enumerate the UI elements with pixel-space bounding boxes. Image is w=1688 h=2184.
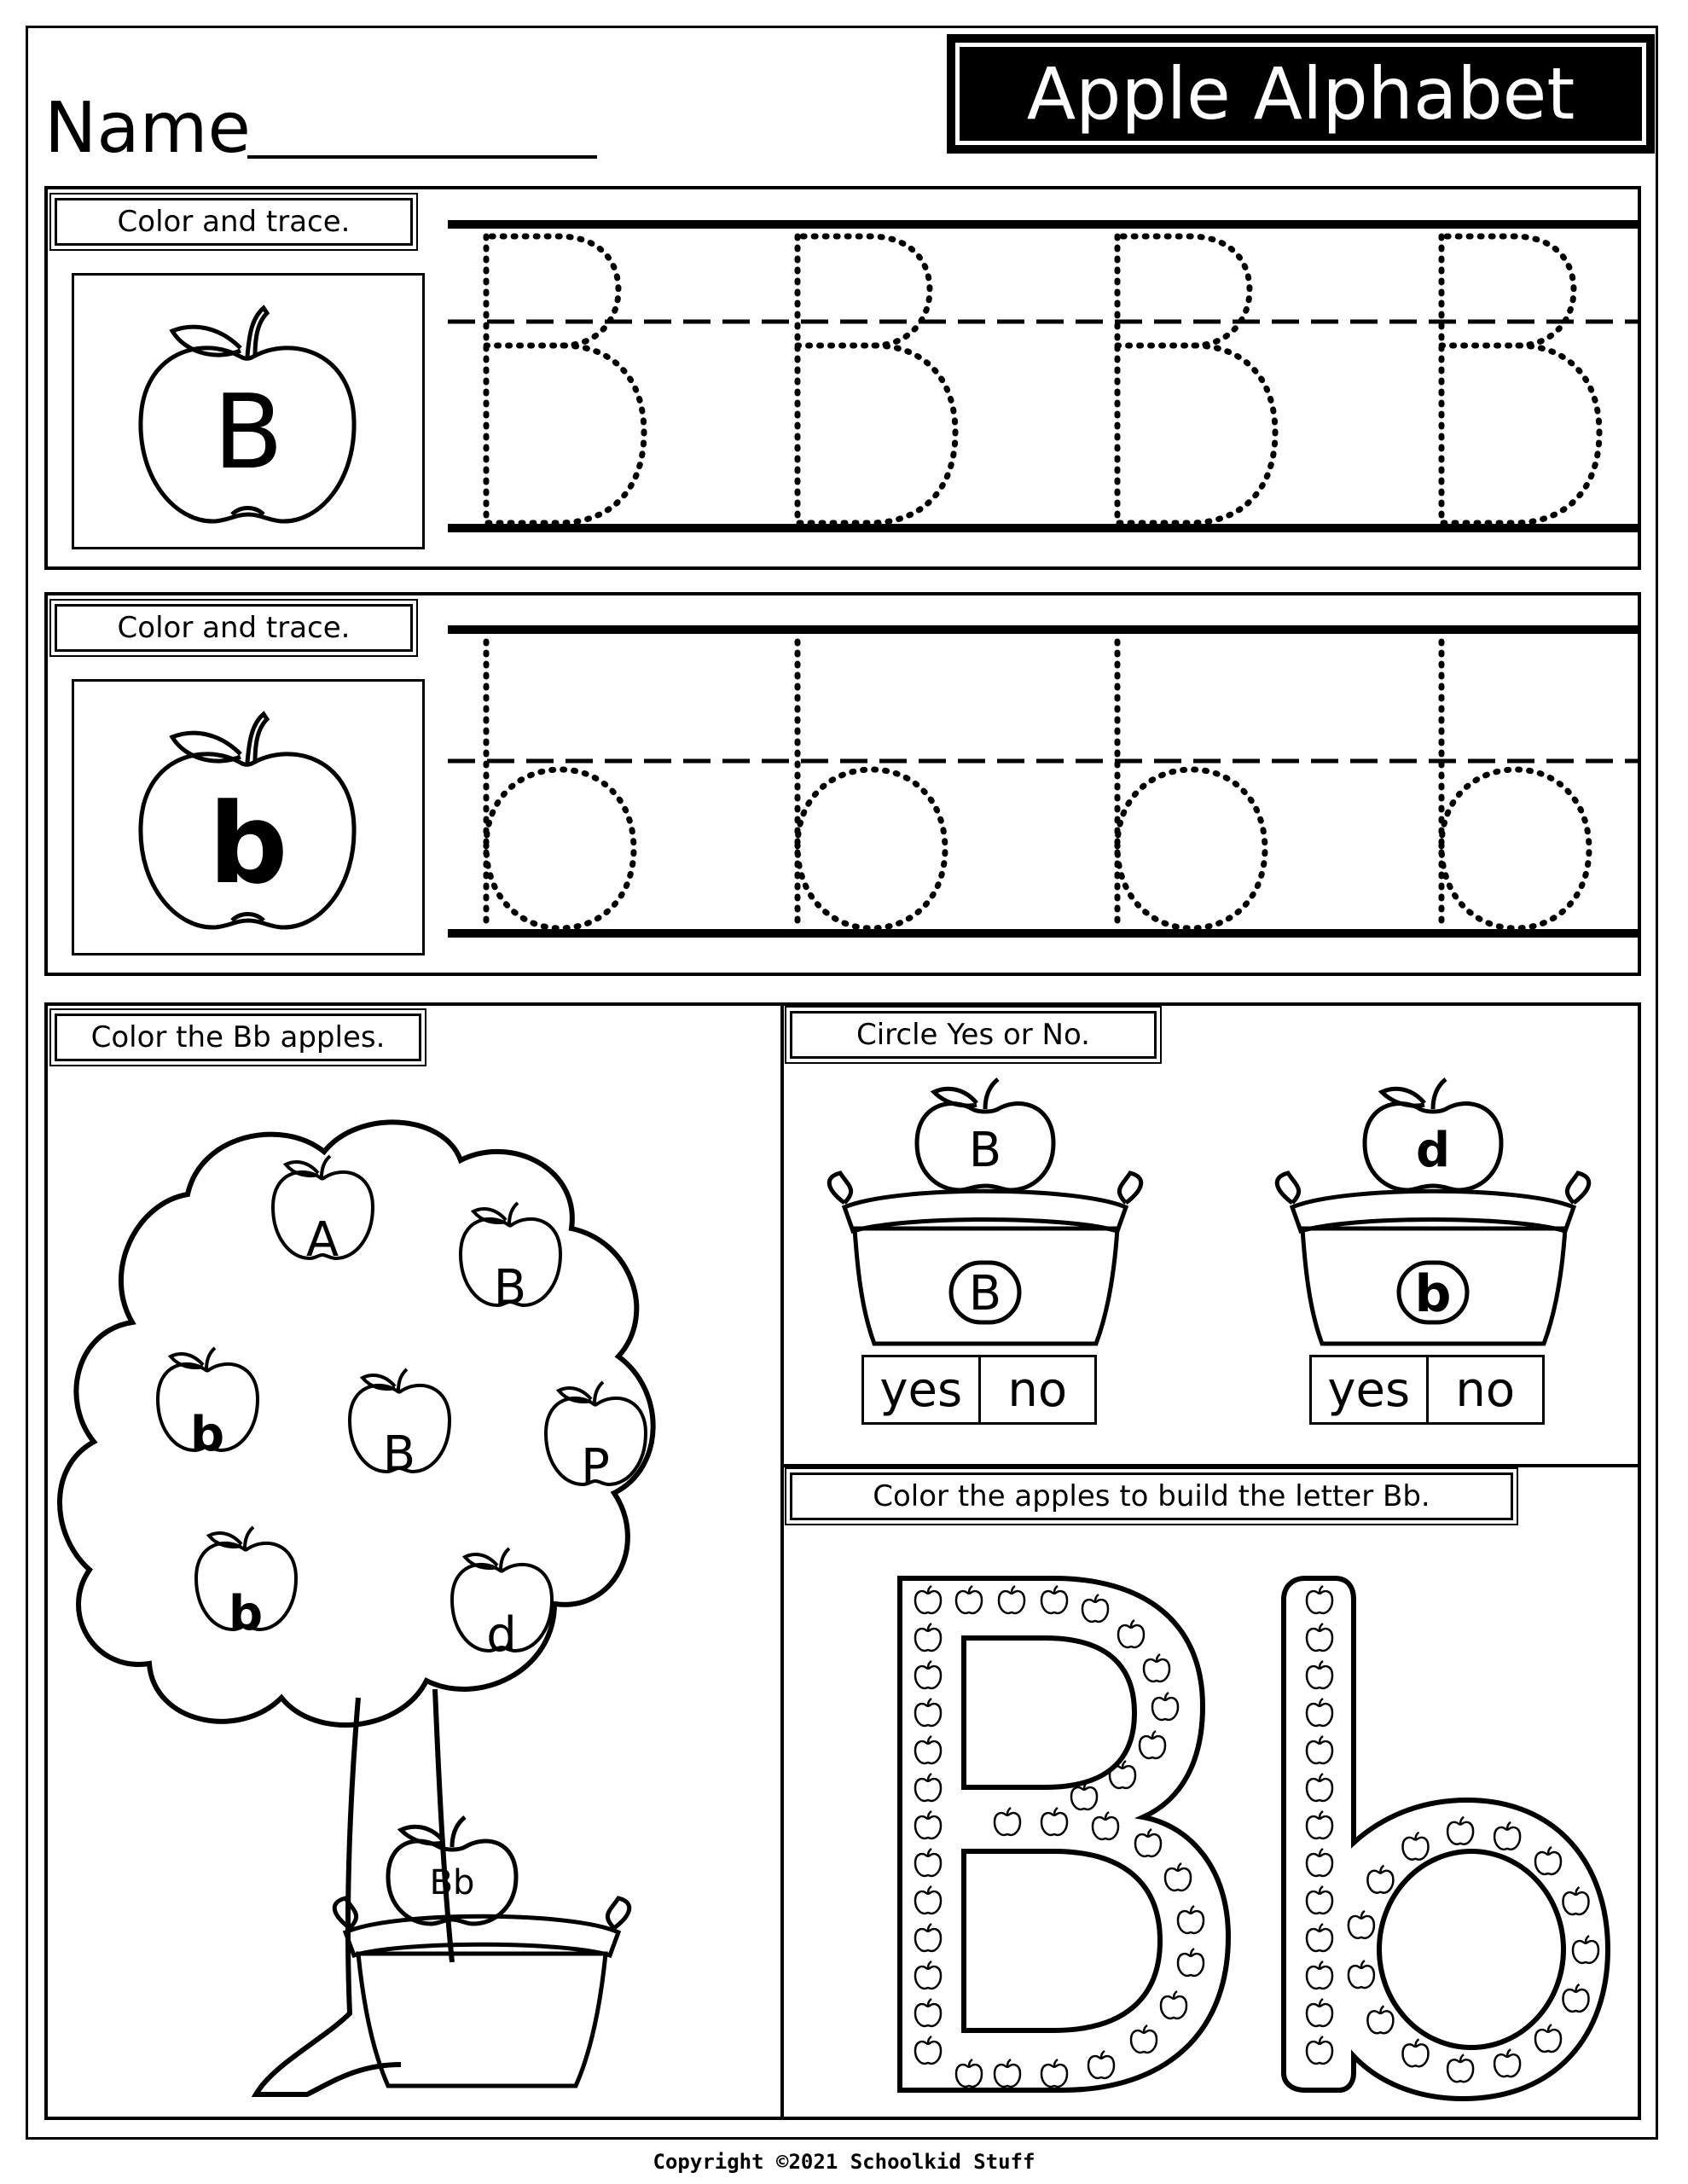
trace-letter-b-2: [798, 642, 945, 928]
apple-icon: [74, 276, 422, 547]
mini-apple-icon[interactable]: [915, 1699, 941, 1726]
trace-lowercase-instruction: Color and trace.: [55, 604, 413, 652]
yes-no-apple-letter-1: B: [968, 1123, 1002, 1178]
mini-apple-icon[interactable]: [1307, 1886, 1332, 1914]
lowercase-apple-letter: b: [208, 779, 288, 909]
build-letter-outlines[interactable]: [874, 1561, 1625, 2107]
mini-apple-icon[interactable]: [1041, 1586, 1067, 1613]
mini-apple-icon[interactable]: [1161, 1991, 1186, 2018]
yes-no-basket-letter-2: b: [1414, 1264, 1452, 1324]
tree-apple-letter-1: A: [305, 1212, 339, 1268]
mini-apple-icon[interactable]: [1152, 1693, 1178, 1720]
mini-apple-icon[interactable]: [1403, 2039, 1429, 2066]
mini-apple-icon[interactable]: [1082, 1594, 1108, 1622]
mini-apple-icon[interactable]: [1573, 1936, 1598, 1963]
build-letter-instruction: Color the apples to build the letter Bb.: [790, 1472, 1513, 1520]
mini-apple-icon[interactable]: [1131, 2025, 1157, 2053]
trace-letter-B-1: [486, 236, 644, 523]
apple-tree-illustration: [51, 1092, 776, 2116]
mini-apple-icon[interactable]: [1367, 1866, 1393, 1893]
mini-apple-icon[interactable]: [915, 1623, 941, 1651]
mini-apple-icon[interactable]: [1118, 1620, 1144, 1647]
uppercase-apple-letter: B: [212, 374, 284, 492]
basket-apple-letters: Bb: [429, 1863, 475, 1902]
trace-letter-b-4: [1441, 642, 1589, 928]
uppercase-b-top-hole: [964, 1638, 1134, 1787]
mini-apple-icon[interactable]: [1140, 1731, 1165, 1758]
mini-apple-icon[interactable]: [1307, 1999, 1332, 2026]
mini-apple-icon[interactable]: [915, 1886, 941, 1914]
yes-no-basket-2: [1267, 1071, 1608, 1352]
name-label: Name: [44, 88, 251, 169]
yes-no-basket-1: [819, 1071, 1160, 1352]
tree-trunk: [256, 1689, 452, 2094]
mini-apple-icon[interactable]: [915, 1924, 941, 1951]
mini-apple-icon[interactable]: [1307, 1623, 1332, 1651]
mini-apple-icon[interactable]: [995, 2059, 1020, 2087]
mini-apple-icon[interactable]: [1307, 2036, 1332, 2064]
yes-no-apple-letter-2: d: [1415, 1123, 1451, 1178]
mini-apple-icon[interactable]: [1093, 1812, 1118, 1839]
tree-canopy: [60, 1122, 653, 1725]
mini-apple-icon[interactable]: [915, 1661, 941, 1688]
trace-letter-B-3: [1117, 236, 1275, 523]
mini-apple-icon[interactable]: [1307, 1774, 1332, 1801]
basket-icon: [334, 1817, 629, 2086]
mini-apple-icon[interactable]: [1307, 1849, 1332, 1876]
yes-no-choice-1[interactable]: [861, 1355, 1097, 1425]
mini-apple-icon[interactable]: [1041, 2059, 1067, 2087]
mini-apple-icon[interactable]: [1041, 1808, 1067, 1835]
tree-apple-letter-2: B: [493, 1260, 527, 1316]
mini-apple-icon[interactable]: [1307, 1736, 1332, 1763]
mini-apple-icon[interactable]: [915, 1811, 941, 1838]
yes-option[interactable]: yes: [1327, 1362, 1411, 1418]
mini-apple-icon[interactable]: [1535, 2024, 1561, 2052]
mini-apple-icon[interactable]: [1494, 2049, 1520, 2077]
yes-no-basket-letter-1: B: [968, 1266, 1002, 1321]
mini-apple-icon[interactable]: [1135, 1829, 1161, 1856]
lowercase-b-outline: [1284, 1578, 1608, 2099]
horizontal-divider: [780, 1464, 1641, 1467]
mini-apple-icon[interactable]: [1165, 1863, 1191, 1891]
mini-apple-icon[interactable]: [1447, 1817, 1473, 1844]
lowercase-apple-card: [72, 679, 425, 956]
mini-apple-icon[interactable]: [1494, 1822, 1520, 1850]
mini-apple-icon[interactable]: [1307, 1699, 1332, 1726]
trace-letter-B-2: [798, 236, 955, 523]
mini-apple-icon[interactable]: [1307, 1961, 1332, 1989]
mini-apple-icon[interactable]: [1144, 1654, 1169, 1682]
mini-apple-icon[interactable]: [915, 1961, 941, 1989]
no-option[interactable]: no: [978, 1357, 1095, 1422]
title-banner: [947, 34, 1655, 154]
tree-apple-letter-7: d: [486, 1607, 517, 1663]
circle-yes-no-instruction: Circle Yes or No.: [790, 1011, 1157, 1059]
uppercase-b-outline: [900, 1578, 1228, 2090]
trace-letter-B-4: [1441, 236, 1599, 523]
lowercase-b-hole: [1379, 1851, 1563, 2048]
mini-apple-icon[interactable]: [1307, 1586, 1332, 1613]
uppercase-trace-lines[interactable]: [448, 218, 1638, 550]
tree-apple-letter-5: P: [581, 1439, 610, 1495]
lowercase-trace-lines[interactable]: [448, 623, 1638, 956]
no-option[interactable]: no: [1426, 1357, 1543, 1422]
mini-apple-icon[interactable]: [915, 2036, 941, 2064]
mini-apple-icon[interactable]: [1178, 1906, 1204, 1933]
mini-apple-icon[interactable]: [1178, 1949, 1204, 1976]
mini-apple-icon[interactable]: [956, 2059, 982, 2087]
mini-apple-icon[interactable]: [915, 1774, 941, 1801]
name-write-line[interactable]: [247, 155, 597, 159]
mini-apple-icon[interactable]: [1307, 1811, 1332, 1838]
mini-apple-icon[interactable]: [956, 1586, 982, 1613]
trace-letter-b-3: [1117, 642, 1265, 928]
mini-apple-icon[interactable]: [915, 1999, 941, 2026]
tree-apple-letter-3: b: [189, 1407, 225, 1462]
mini-apple-icon[interactable]: [1447, 2054, 1473, 2082]
tree-apple-letter-6: b: [228, 1586, 264, 1641]
mini-apple-icon[interactable]: [915, 1736, 941, 1763]
mini-apple-icon[interactable]: [1088, 2051, 1114, 2078]
trace-letter-b-1: [486, 642, 634, 928]
yes-no-choice-2[interactable]: [1309, 1355, 1545, 1425]
mini-apple-icon[interactable]: [999, 1586, 1024, 1613]
mini-apple-icon[interactable]: [1349, 1960, 1374, 1988]
mini-apple-icon[interactable]: [995, 1808, 1020, 1835]
mini-apple-icon[interactable]: [1403, 1833, 1429, 1860]
yes-option[interactable]: yes: [879, 1362, 963, 1418]
mini-apple-icon[interactable]: [1307, 1924, 1332, 1951]
mini-apple-icon[interactable]: [1307, 1661, 1332, 1688]
mini-apple-icon[interactable]: [1563, 1887, 1589, 1914]
mini-apple-icon[interactable]: [915, 1849, 941, 1876]
color-tree-instruction: Color the Bb apples.: [55, 1014, 421, 1061]
copyright-footer: Copyright ©2021 Schoolkid Stuff: [653, 2150, 1035, 2174]
mini-apple-icon[interactable]: [1349, 1911, 1374, 1938]
tree-apple-letter-4: B: [382, 1426, 416, 1482]
uppercase-apple-card: [72, 273, 425, 549]
mini-apple-icon[interactable]: [915, 1586, 941, 1613]
page-title: Apple Alphabet: [955, 43, 1646, 145]
vertical-divider: [780, 1002, 784, 2120]
mini-apple-icon[interactable]: [1535, 1847, 1561, 1874]
mini-apple-icon[interactable]: [1563, 1984, 1589, 2012]
apple-icon: [74, 682, 422, 953]
trace-uppercase-instruction: Color and trace.: [55, 198, 413, 246]
mini-apple-icon[interactable]: [1367, 2006, 1393, 2033]
uppercase-b-bottom-hole: [964, 1851, 1160, 2030]
